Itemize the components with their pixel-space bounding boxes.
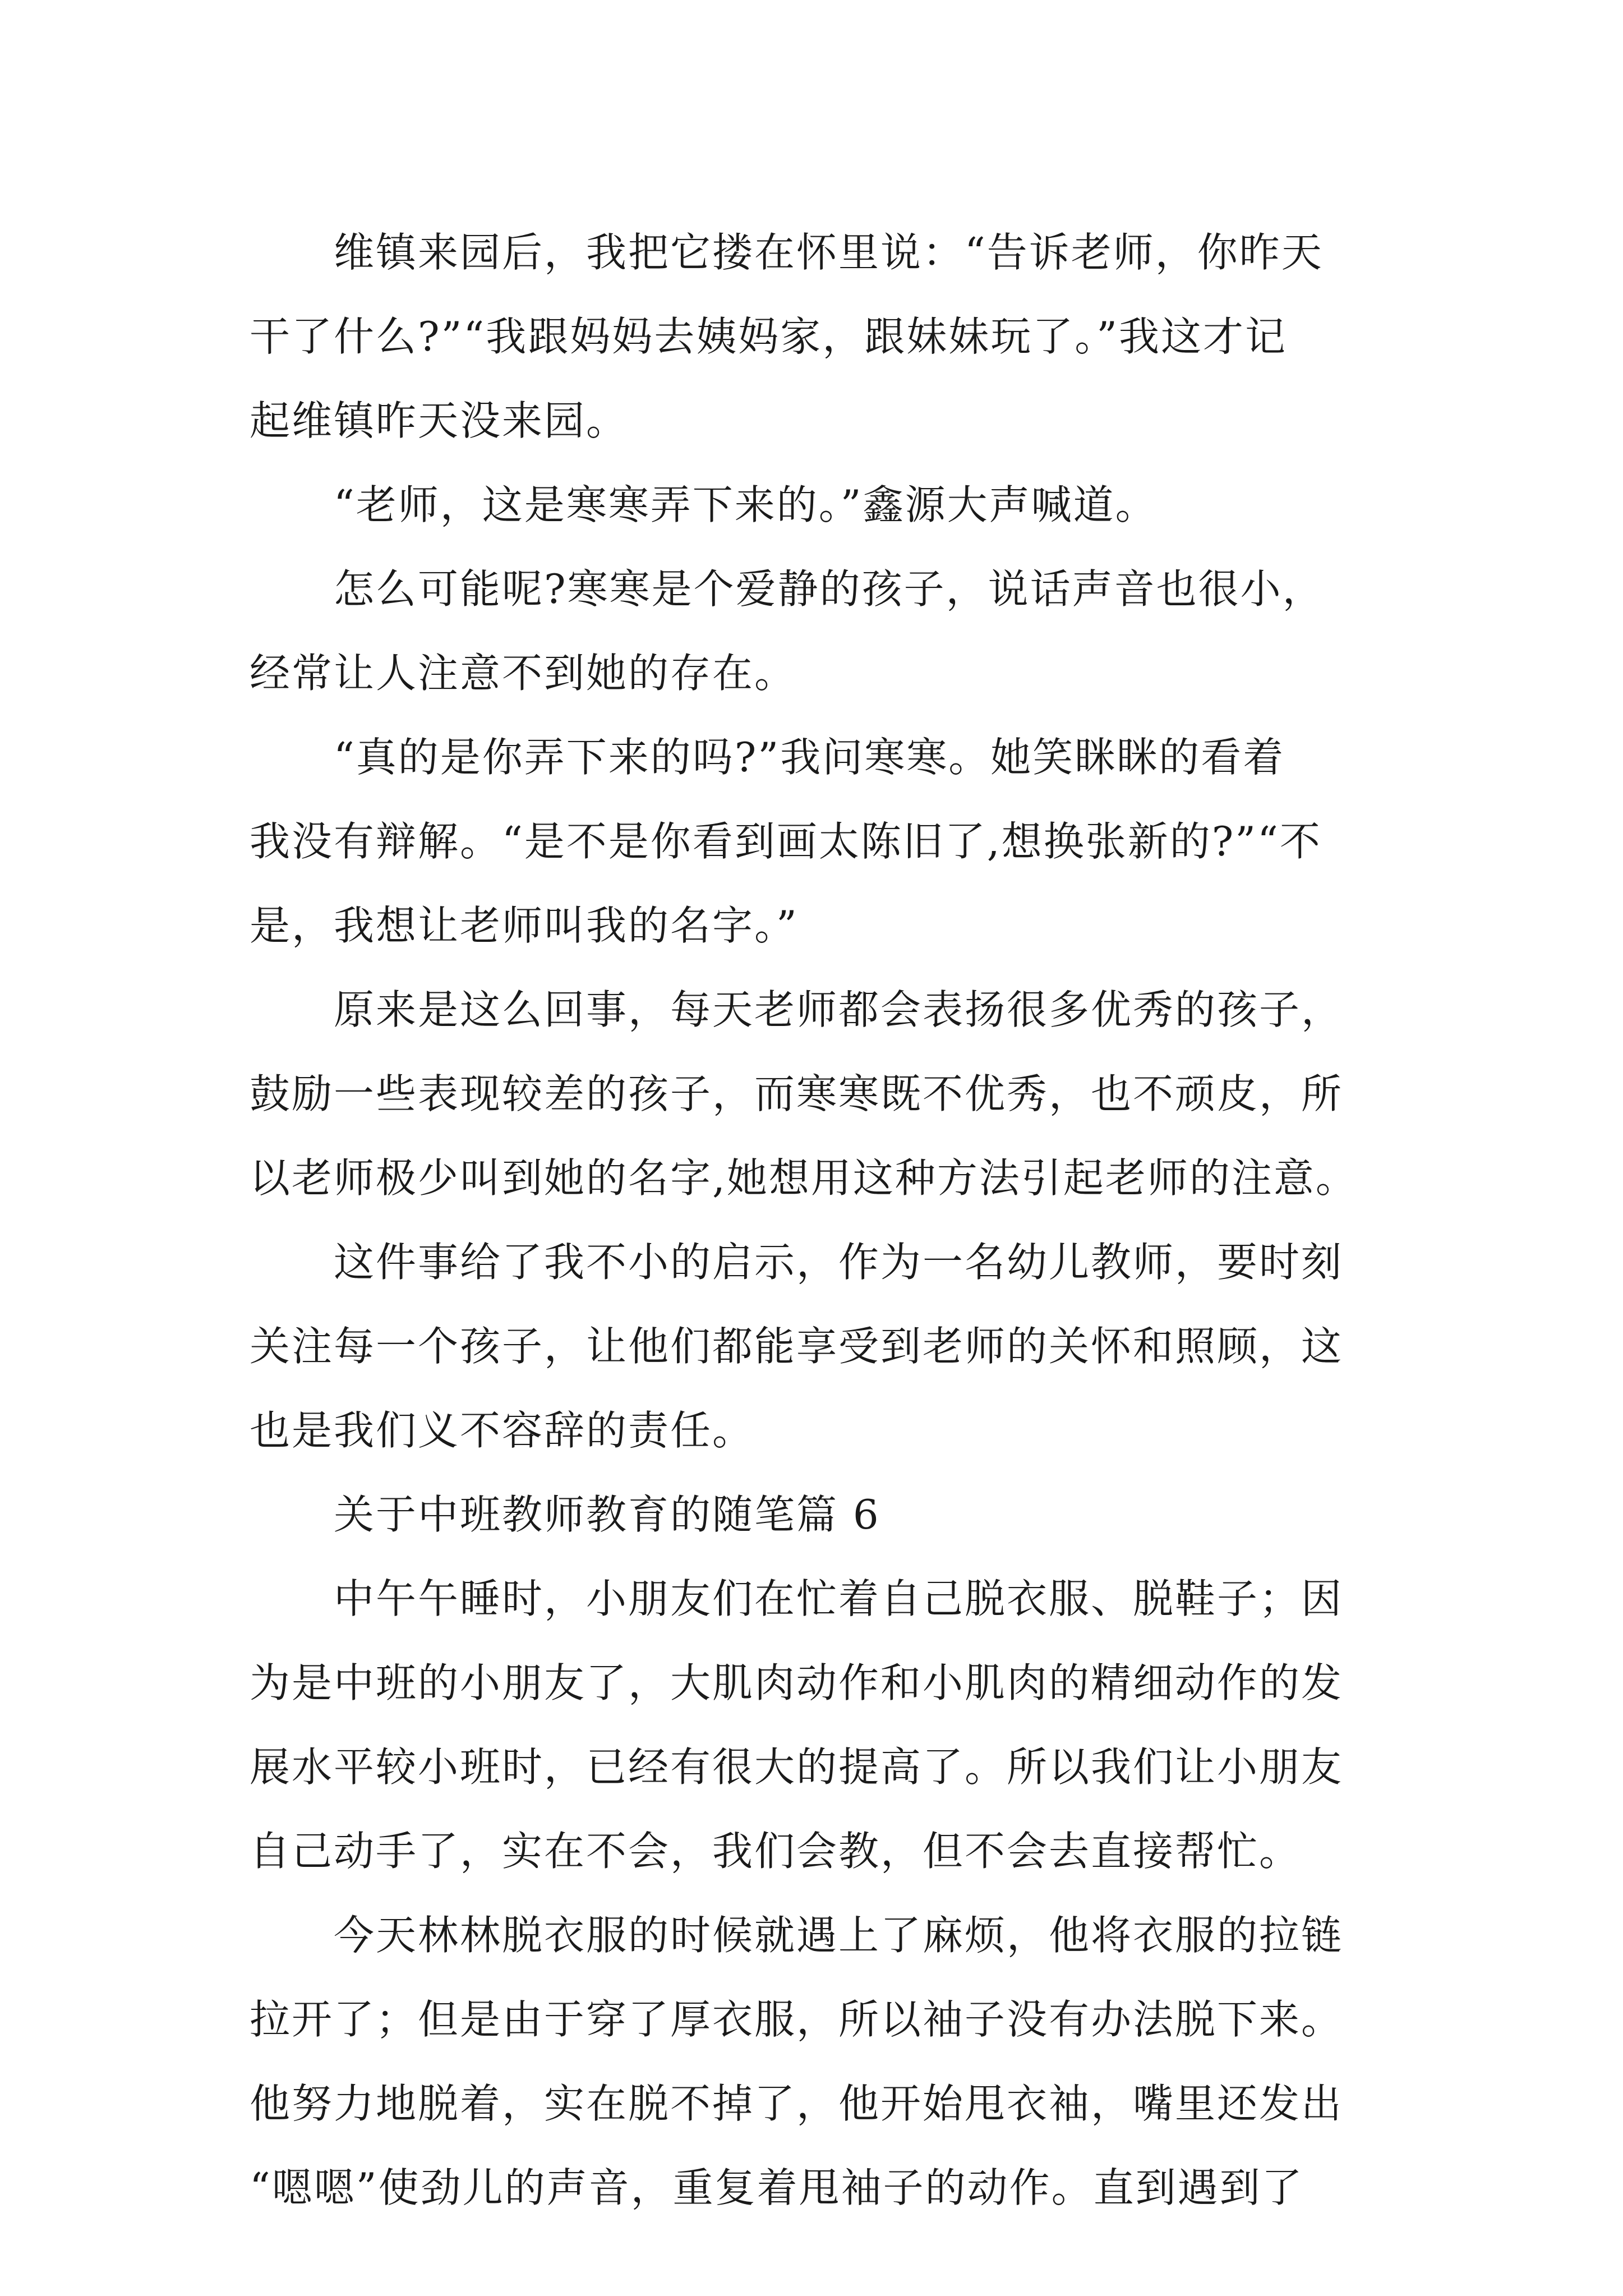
text-line: 原来是这么回事，每天老师都会表扬很多优秀的孩子，: [250, 986, 1344, 1033]
text-line: 鼓励一些表现较差的孩子，而寒寒既不优秀，也不顽皮，所: [250, 1070, 1344, 1117]
section-heading: 关于中班教师教育的随笔篇 6: [250, 1491, 880, 1538]
text-line: 他努力地脱着，实在脱不掉了，他开始甩衣袖，嘴里还发出: [250, 2080, 1344, 2127]
text-line: 也是我们义不容辞的责任。: [250, 1407, 755, 1454]
text-line: 维镇来园后，我把它搂在怀里说：“告诉老师，你昨天: [250, 229, 1324, 276]
text-line: 拉开了；但是由于穿了厚衣服，所以袖子没有办法脱下来。: [250, 1996, 1344, 2043]
text-line: 自己动手了，实在不会，我们会教，但不会去直接帮忙。: [250, 1828, 1302, 1875]
text-line: 经常让人注意不到她的存在。: [250, 650, 797, 697]
text-line: 起维镇昨天没来园。: [250, 397, 629, 444]
text-line: 是，我想让老师叫我的名字。”: [250, 902, 799, 949]
text-line: 今天林林脱衣服的时候就遇上了麻烦，他将衣服的拉链: [250, 1912, 1344, 1959]
text-line: “真的是你弄下来的吗?”我问寒寒。她笑眯眯的看着: [250, 734, 1285, 781]
text-line: 这件事给了我不小的启示，作为一名幼儿教师，要时刻: [250, 1239, 1344, 1286]
text-line: 干了什么?”“我跟妈妈去姨妈家，跟妹妹玩了。”我这才记: [250, 313, 1288, 360]
text-line: “老师，这是寒寒弄下来的。”鑫源大声喊道。: [250, 481, 1158, 528]
text-line: 以老师极少叫到她的名字,她想用这种方法引起老师的注意。: [250, 1154, 1358, 1202]
text-line: 为是中班的小朋友了，大肌肉动作和小肌肉的精细动作的发: [250, 1659, 1344, 1706]
text-line: 怎么可能呢?寒寒是个爱静的孩子，说话声音也很小，: [250, 565, 1325, 613]
text-line: 中午午睡时，小朋友们在忙着自己脱衣服、脱鞋子；因: [250, 1575, 1344, 1622]
text-line: 展水平较小班时，已经有很大的提高了。所以我们让小朋友: [250, 1743, 1344, 1791]
text-line: 我没有辩解。“是不是你看到画太陈旧了,想换张新的?”“不: [250, 818, 1322, 865]
document-text-body: [250, 210, 1382, 2230]
text-line: “嗯嗯”使劲儿的声音，重复着甩袖子的动作。直到遇到了: [250, 2164, 1304, 2211]
text-line: 关注每一个孩子，让他们都能享受到老师的关怀和照顾，这: [250, 1323, 1344, 1370]
